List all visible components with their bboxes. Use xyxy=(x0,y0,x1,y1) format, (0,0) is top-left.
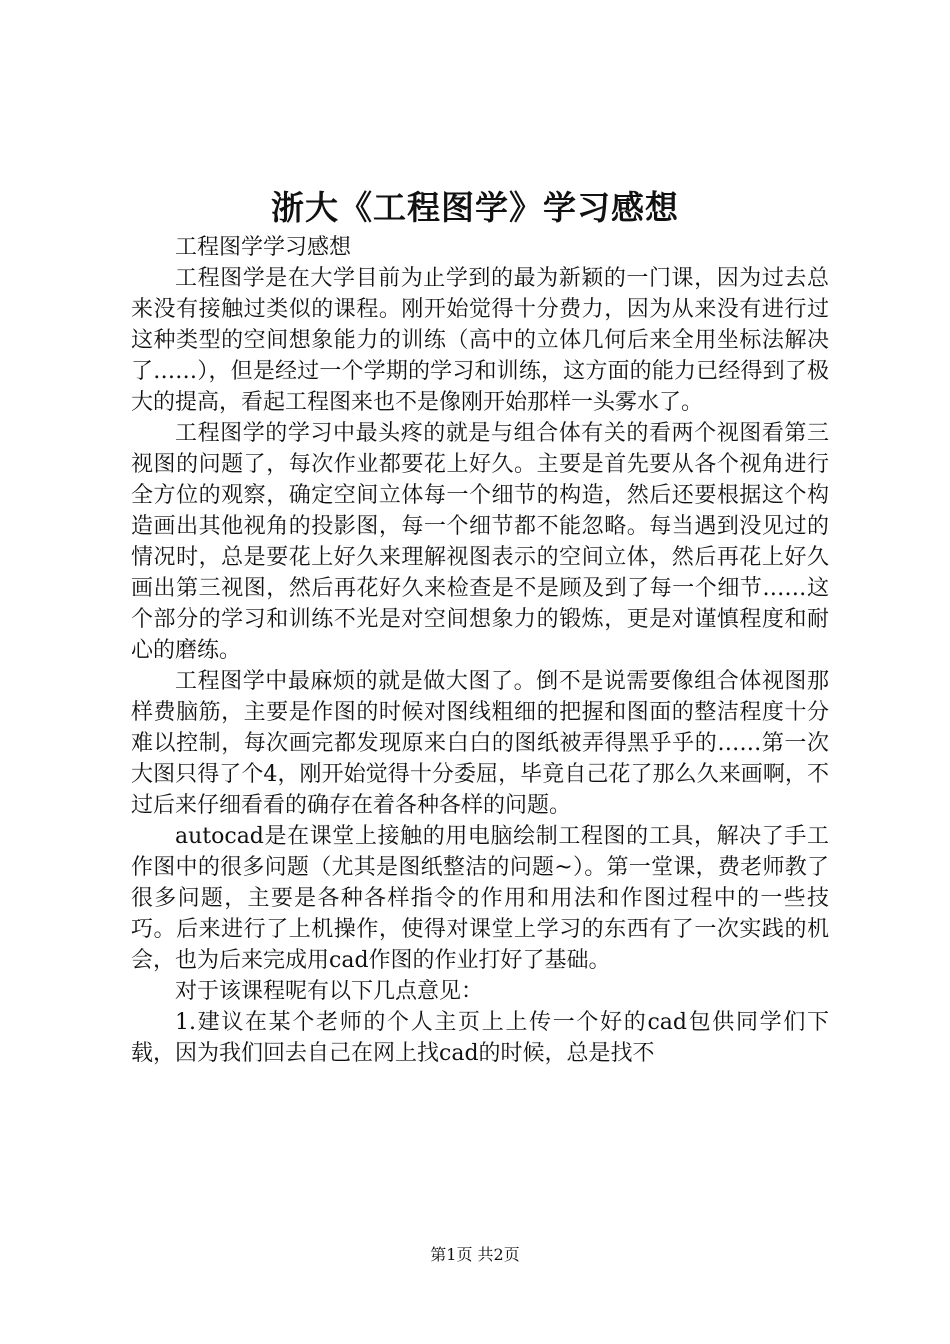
paragraph-heading: 工程图学学习感想 xyxy=(175,235,352,260)
paragraph-large-drawing: 工程图学中最麻烦的就是做大图了。倒不是说需要像组合体视图那样费脑筋，主要是作图的时候对图线粗细的把握和图面的整洁程度十分难以控制，每次画完都发现原来白白的图纸被弄得黑乎乎的……第一次大图只得了个4，刚开始觉得十分委屈，毕竟自己花了那么久来画啊，不过后来仔细看看的确存在着各种各样的问题。 xyxy=(131,669,829,818)
document-body xyxy=(131,232,829,1069)
paragraph-intro: 工程图学是在大学目前为止学到的最为新颖的一门课，因为过去总来没有接触过类似的课程。刚开始觉得十分费力，因为从来没有进行过这种类型的空间想象能力的训练（高中的立体几何后来全用坐标法解决了……），但是经过一个学期的学习和训练，这方面的能力已经得到了极大的提高，看起工程图来也不是像刚开始那样一头雾水了。 xyxy=(131,266,829,415)
paragraph-suggestions-intro: 对于该课程呢有以下几点意见： xyxy=(175,979,484,1004)
document-title: 浙大《工程图学》学习感想 xyxy=(271,188,679,227)
paragraph-autocad: autocad是在课堂上接触的用电脑绘制工程图的工具，解决了手工作图中的很多问题（尤其是图纸整洁的问题~）。第一堂课，费老师教了很多问题，主要是各种各样指令的作用和用法和作图过程中的一些技巧。后来进行了上机操作，使得对课堂上学习的东西有了一次实践的机会，也为后来完成用cad作图的作业打好了基础。 xyxy=(131,824,829,973)
page-number-footer: 第1页 共2页 xyxy=(430,1245,520,1264)
paragraph-suggestion-1: 1.建议在某个老师的个人主页上上传一个好的cad包供同学们下载，因为我们回去自己在网上找cad的时候，总是找不 xyxy=(131,1010,829,1066)
paragraph-three-views: 工程图学的学习中最头疼的就是与组合体有关的看两个视图看第三视图的问题了，每次作业都要花上好久。主要是首先要从各个视角进行全方位的观察，确定空间立体每一个细节的构造，然后还要根据这个构造画出其他视角的投影图，每一个细节都不能忽略。每当遇到没见过的情况时，总是要花上好久来理解视图表示的空间立体，然后再花上好久画出第三视图，然后再花好久来检查是不是顾及到了每一个细节……这个部分的学习和训练不光是对空间想象力的锻炼，更是对谨慎程度和耐心的磨练。 xyxy=(131,421,829,663)
